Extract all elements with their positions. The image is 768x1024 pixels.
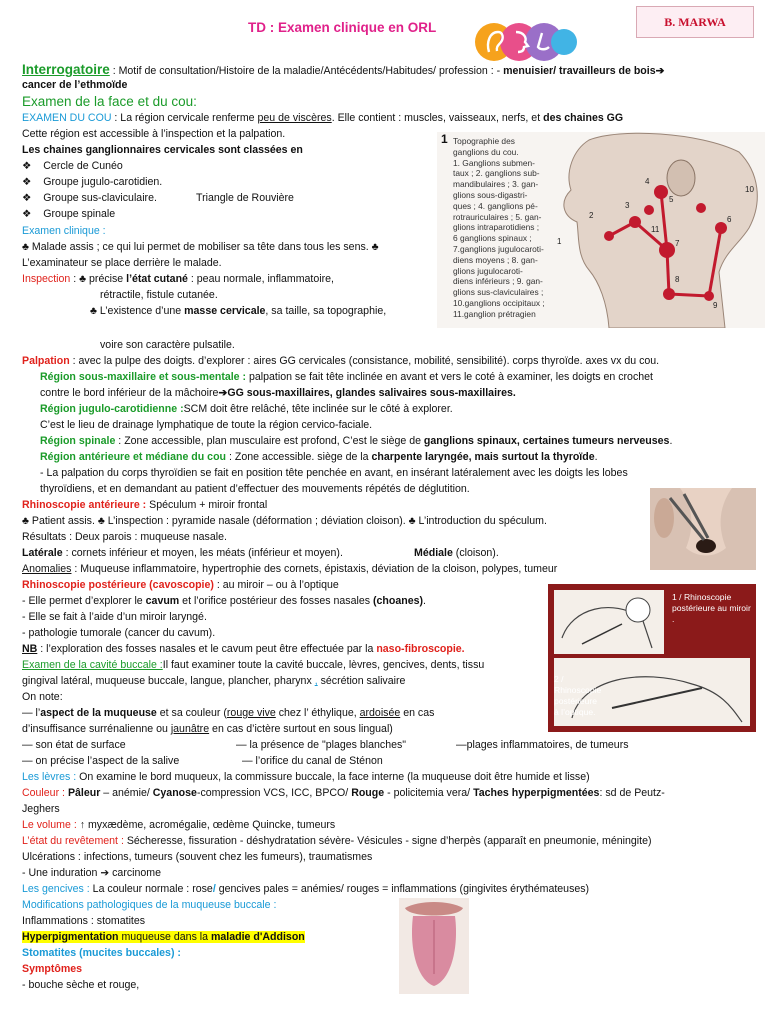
- clinical-exam-label: Examen clinique :: [22, 225, 106, 237]
- symptomes-label: Symptômes: [22, 963, 83, 975]
- inflammations-line: Inflammations : stomatites: [22, 915, 146, 927]
- clinical-line1: ♣ Malade assis ; ce qui lui permet de mobiliser sa tête dans tous les sens. ♣: [22, 241, 379, 253]
- revetement-line: L’état du revêtement : Sécheresse, fissuration - déshydratation sévère- Vésicules - signe d’herpès (apparaît en pneumonie, méningite): [22, 835, 652, 847]
- rhino-post-l2: - Elle se fait à l’aide d’un miroir laryngé.: [22, 611, 207, 623]
- svg-text:5: 5: [669, 195, 674, 204]
- svg-text:10: 10: [745, 185, 754, 194]
- svg-text:9: 9: [713, 301, 718, 310]
- orl-logo: [472, 20, 578, 64]
- gencives-line: Les gencives : La couleur normale : rose/ gencives pales = anémies/ rouges = inflammations (gingivites érythémateuses): [22, 883, 590, 895]
- stenon-line: — l’orifice du canal de Sténon: [242, 755, 383, 767]
- list-item: ❖ Cercle de Cunéo: [22, 160, 123, 172]
- inspection-line3: ♣ L’existence d’une masse cervicale, sa taille, sa topographie,: [90, 305, 387, 317]
- drawing-panel-1: [554, 590, 664, 654]
- examen-cou-line: EXAMEN DU COU : La région cervicale renferme peu de viscères. Elle contient : muscles, vaisseaux, nerfs, et des chaines GG: [22, 112, 624, 124]
- rhino-post-l1: - Elle permet d’explorer le cavum et l’orifice postérieur des fosses nasales (choanes).: [22, 595, 426, 607]
- svg-text:3: 3: [625, 201, 630, 210]
- rhino-ant-line2: ♣ Patient assis. ♣ L’inspection : pyramide nasale (déformation ; déviation cloison). ♣ L’introduction du spéculum.: [22, 515, 547, 527]
- jugulo-line: Région jugulo-carotidienne :SCM doit être relâché, tête inclinée sur le côté à explorer.: [40, 403, 453, 415]
- inspection-line4: voire son caractère pulsatile.: [100, 339, 235, 351]
- list-item: ❖ Groupe spinale: [22, 207, 116, 220]
- interrogatoire-line: Interrogatoire : Motif de consultation/Histoire de la maladie/Antécédents/Habitudes/ profession : - menuisier/ travailleurs de bois➔: [22, 62, 665, 77]
- figure-caption: Topographie des ganglions du cou. 1. Ganglions submen- taux ; 2. ganglions sub- mandibulaires ; 3. gan- glions sous-digastri- ques ; 4. ganglions pé- rotrauriculaires ; 5. gan- glions intraparotidiens ; 6 ganglions spinaux ; 7.ganglions jugulocaroti- diens moyens ; 8. gan- glions jugulocaroti- diens inférieurs ; 9. gan- glions sus-claviculaires ; 10.ganglions occipitaux ; 11.ganglion prétragien: [453, 136, 545, 319]
- diamond-bullet-icon: ❖: [22, 207, 32, 220]
- svg-text:1: 1: [557, 237, 562, 246]
- svg-text:8: 8: [675, 275, 680, 284]
- anterieure-line: Région antérieure et médiane du cou : Zone accessible. siège de la charpente laryngée, mais surtout la thyroïde.: [40, 451, 598, 463]
- stomatites-label: Stomatites (mucites buccales) :: [22, 947, 181, 959]
- arrow-right-icon: ➔: [655, 65, 665, 77]
- plages-inflammatoires: —plages inflammatoires, de tumeurs: [456, 739, 629, 751]
- ulcerations-line: Ulcérations : infections, tumeurs (souvent chez les fumeurs), traumatismes: [22, 851, 373, 863]
- rouviere-label: Triangle de Rouvière: [196, 192, 294, 204]
- spinale-line: Région spinale : Zone accessible, plan musculaire est profond, C’est le siège de ganglions spinaux, certaines tumeurs nerveuses.: [40, 435, 673, 447]
- jugulo-line2: C’est le lieu de drainage lymphatique de toute la région cervico-faciale.: [40, 419, 373, 431]
- buccal-line2: gingival latéral, muqueuse buccale, langue, plancher, pharynx , sécrétion salivaire: [22, 675, 406, 687]
- svg-text:6: 6: [727, 215, 732, 224]
- nostril-shape: [696, 539, 716, 553]
- inspection-line2: rétractile, fistule cutanée.: [100, 289, 218, 301]
- logo-circle-blue: [551, 29, 577, 55]
- neck-illustration: [549, 132, 765, 328]
- neck-lymph-figure: [437, 132, 765, 328]
- arrow-right-icon: ➔: [218, 387, 228, 399]
- diamond-bullet-icon: ❖: [22, 191, 32, 204]
- rhino-ant-line: Rhinoscopie antérieure : Spéculum + miroir frontal: [22, 499, 268, 511]
- svg-text:2: 2: [589, 211, 594, 220]
- rhino-post-nb: NB : l’exploration des fosses nasales et le cavum peut être effectuée par la naso-fibroscopie.: [22, 643, 465, 655]
- speculum-photo: [650, 488, 756, 570]
- list-item: ❖ Groupe sus-claviculaire.: [22, 191, 157, 204]
- diamond-bullet-icon: ❖: [22, 160, 32, 172]
- head-silhouette: [564, 133, 757, 328]
- sous-maxillaire-line2: contre le bord inférieur de la mâchoire➔GG sous-maxillaires, glandes salivaires sous-maxillaires.: [40, 387, 516, 399]
- rhino-ant-mediale: Médiale (cloison).: [414, 547, 499, 559]
- tongue-photo: [399, 898, 469, 994]
- buccal-line: Examen de la cavité buccale :Il faut examiner toute la cavité buccale, lèvres, gencives, dents, tissu: [22, 659, 485, 671]
- thyroid-line2: thyroïdiens, et en demandant au patient d’effectuer des mouvements répétés de déglutition.: [40, 483, 470, 495]
- sous-maxillaire-line: Région sous-maxillaire et sous-mentale : palpation se fait tête inclinée en avant et vers le coté à examiner, les doigts en crochet: [40, 371, 653, 383]
- list-item: ❖ Groupe jugulo-carotidien.: [22, 175, 163, 188]
- interrogatoire-label: Interrogatoire: [22, 62, 110, 77]
- inspection-line: Inspection : ♣ précise l’état cutané : peau normale, inflammatoire,: [22, 273, 334, 285]
- figure-number: 1: [441, 132, 448, 146]
- clinical-line2: L’examinateur se place derrière le malade.: [22, 257, 222, 269]
- author-badge: B. MARWA: [636, 6, 754, 38]
- interrogatoire-line2: cancer de l’ethmoïde: [22, 79, 128, 91]
- inspection-label: Inspection: [22, 273, 71, 285]
- palpation-line: Palpation : avec la pulpe des doigts. d’explorer : aires GG cervicales (consistance, mobilité, sensibilité). corps thyroïde. axes vx du cou.: [22, 355, 660, 367]
- aspect-line2: d’insuffisance surrénalienne ou jaunâtre en cas d’ictère surtout en sous lingual): [22, 723, 393, 735]
- rhino-fig-label-1: 1 / Rhinoscopie postérieure au miroir .: [672, 592, 751, 624]
- rhino-ant-line3: Résultats : Deux parois : muqueuse nasale.: [22, 531, 227, 543]
- rhino-ant-anomalies: Anomalies : Muqueuse inflammatoire, hypertrophie des cornets, épistaxis, déviation de la cloison, polypes, tumeur: [22, 563, 558, 575]
- face-heading: Examen de la face et du cou:: [22, 94, 197, 109]
- couleur-line: Couleur : Pâleur – anémie/ Cyanose-compression VCS, ICC, BPCO/ Rouge - policitemia vera/ Taches hyperpigmentées: sd de Peutz-: [22, 787, 665, 799]
- rhino-post-l3: - pathologie tumorale (cancer du cavum).: [22, 627, 216, 639]
- svg-text:4: 4: [645, 177, 650, 186]
- finger-shape: [654, 498, 674, 538]
- plages-blanches: — la présence de "plages blanches": [236, 739, 407, 751]
- couleur-line2: Jeghers: [22, 803, 60, 815]
- surface-line: — son état de surface: [22, 739, 126, 751]
- diamond-bullet-icon: ❖: [22, 175, 32, 188]
- ear-shape: [667, 160, 695, 196]
- salive-line: — on précise l’aspect de la salive: [22, 755, 180, 767]
- rhinoscopy-figure: [548, 584, 756, 732]
- aspect-line: — l’aspect de la muqueuse et sa couleur (rouge vive chez l’ éthylique, ardoisée en cas: [22, 707, 435, 719]
- hyperpigmentation-line: Hyperpigmentation muqueuse dans la maladie d'Addison: [22, 931, 305, 943]
- induration-line: - Une induration ➔ carcinome: [22, 867, 162, 879]
- chains-list: [22, 159, 162, 223]
- mirror-view: [626, 598, 650, 622]
- symptome-1: - bouche sèche et rouge,: [22, 979, 140, 991]
- modifications-label: Modifications pathologiques de la muqueuse buccale :: [22, 899, 277, 911]
- page-title: TD : Examen clinique en ORL: [248, 20, 437, 35]
- rhino-ant-line4: Latérale : cornets inférieur et moyen, les méats (inférieur et moyen).: [22, 547, 343, 559]
- palpation-label: Palpation: [22, 355, 70, 367]
- levres-line: Les lèvres : On examine le bord muqueux, la commissure buccale, la face interne (la muqueuse doit être humide et lisse): [22, 771, 590, 783]
- access-line: Cette région est accessible à l’inspection et la palpation.: [22, 128, 286, 140]
- chains-title: Les chaines ganglionnaires cervicales sont classées en: [22, 144, 303, 156]
- svg-text:7: 7: [675, 239, 680, 248]
- svg-text:11: 11: [651, 225, 660, 234]
- rhino-fig-label-2: 2 / Rhinoscopie postérieure à l’optique.: [554, 674, 602, 717]
- rhino-post-line: Rhinoscopie postérieure (cavoscopie) : au miroir – ou à l’optique: [22, 579, 339, 591]
- thyroid-line1: - La palpation du corps thyroïdien se fait en position tête penchée en avant, en insérant latéralement avec les doigts les lobes: [40, 467, 628, 479]
- on-note: On note:: [22, 691, 63, 703]
- volume-line: Le volume : ↑ myxædème, acromégalie, œdème Quincke, tumeurs: [22, 819, 336, 831]
